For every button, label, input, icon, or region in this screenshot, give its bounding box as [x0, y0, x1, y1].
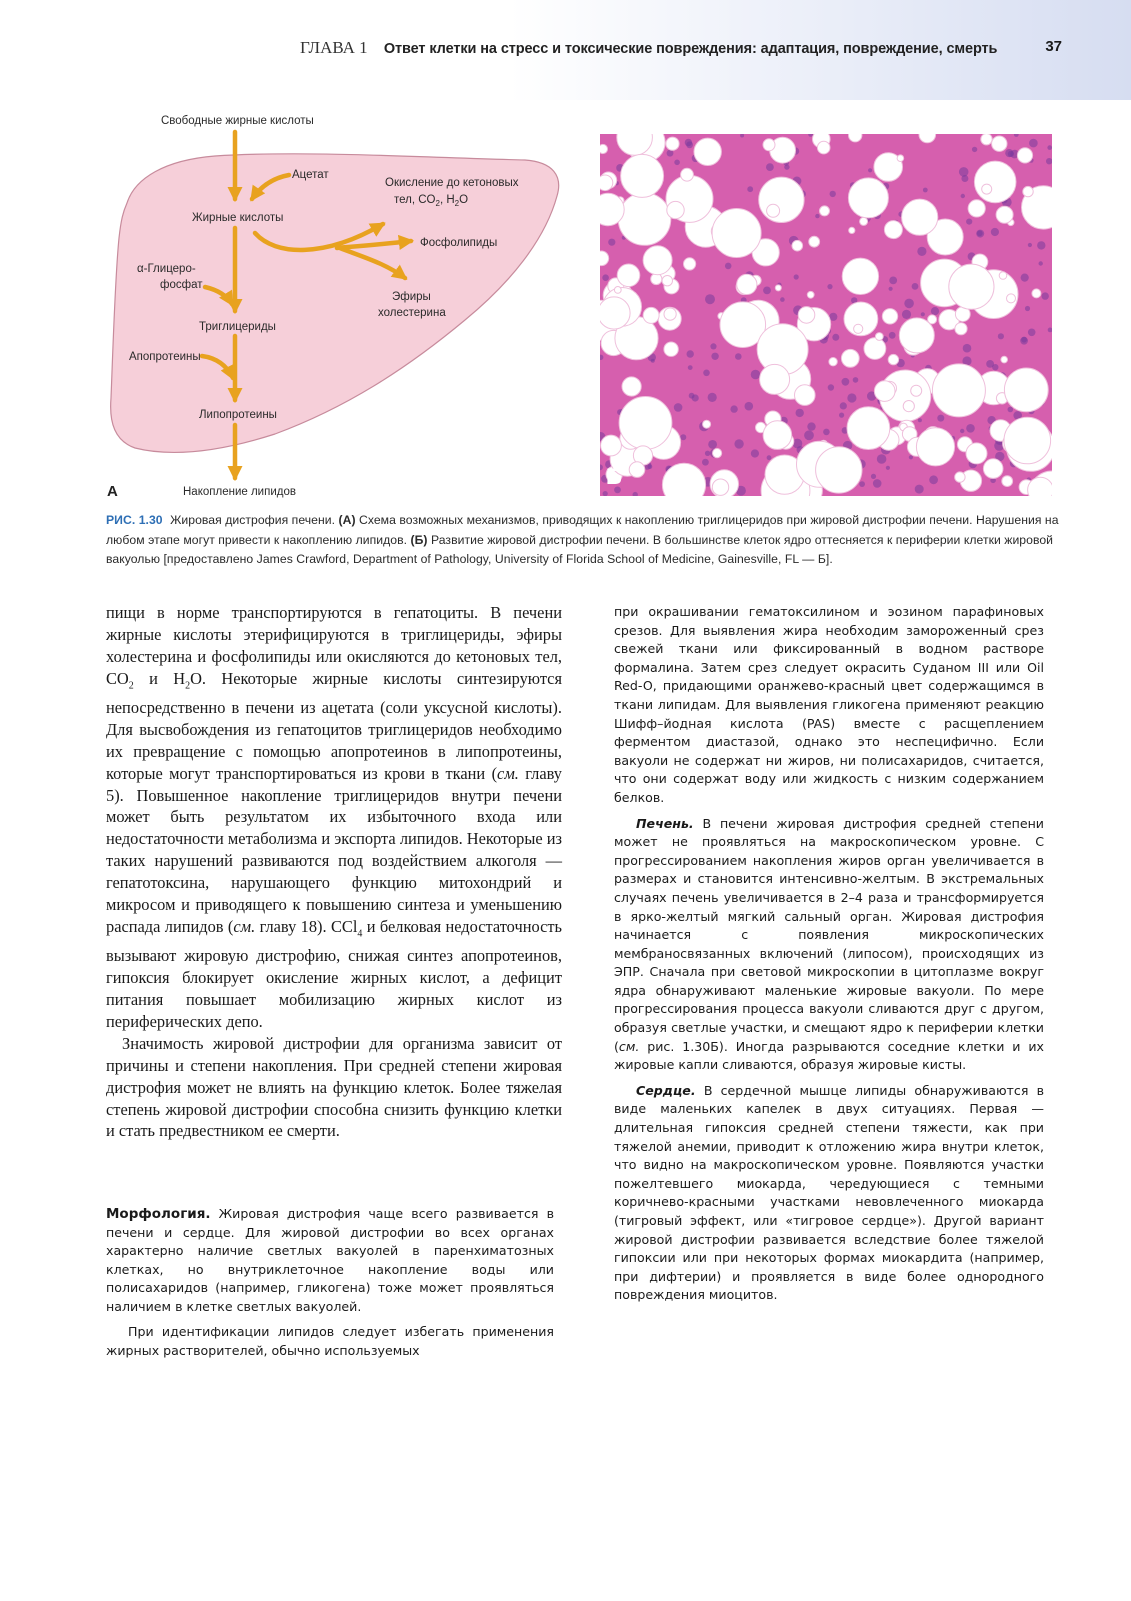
fat-vacuole	[999, 272, 1007, 280]
nucleus	[839, 413, 844, 418]
fat-vacuole	[848, 178, 888, 218]
nucleus	[873, 479, 882, 488]
fat-vacuole	[974, 161, 1016, 203]
fat-vacuole	[643, 307, 659, 323]
label-triglycerides: Триглицериды	[199, 321, 276, 333]
liver-micrograph	[600, 134, 1052, 496]
nucleus	[886, 466, 890, 470]
fat-vacuole	[860, 217, 868, 225]
heart-lead: Сердце.	[636, 1082, 696, 1098]
nucleus	[1047, 145, 1052, 150]
fat-vacuole	[763, 139, 775, 151]
nucleus	[711, 353, 718, 360]
left-paragraph-1: пищи в норме транспортируются в гепатоциты. В печени жирные кислоты этерифицируются в триглицериды, эфиры холестерина и фосфолипиды или окисляются до кетоновых тел, $CO_2$ и $H_2O$. Некоторые жирные кислоты синтезируются непосредственно в печени из ацетата (соли уксусной кислоты). Для высвобождения из гепатоцитов триглицеридов необходимо их превращение с помощью апопротеинов в липопротеины, которые могут транспортироваться из крови в ткани (см. главу 5). Повышенное накопление триглицеридов внутри печени может быть результатом их избыточного входа или недостаточности метаболизма и экспорта липидов. Некоторые из таких нарушений развиваются под воздействием алкоголя — гепатотоксина, нарушающего функцию митохондрий и микросом и приводящего к повышению синтеза и уменьшению распада липидов (см. главу 18). CCl$_4$ и белковая недостаточность вызывают жировую дистрофию, снижая синтез апопротеинов, гипоксия блокирует окисление жирных кислот, а дефицит питания повышает мобилизацию жирных кислот из периферических депо.	[106, 603, 562, 1031]
nucleus	[902, 310, 911, 319]
nucleus	[961, 194, 965, 198]
nucleus	[889, 332, 896, 339]
nucleus	[705, 451, 710, 456]
nucleus	[600, 355, 603, 360]
nucleus	[1029, 139, 1038, 148]
nucleus	[747, 186, 753, 192]
fat-vacuole	[955, 472, 965, 482]
nucleus	[1028, 329, 1036, 337]
fat-vacuole	[622, 377, 641, 396]
nucleus	[763, 287, 771, 295]
nucleus	[600, 464, 603, 470]
nucleus	[708, 393, 717, 402]
nucleus	[1028, 243, 1032, 247]
nucleus	[909, 455, 913, 459]
nucleus	[937, 415, 944, 422]
fat-vacuole	[902, 199, 938, 235]
nucleus	[708, 440, 717, 449]
fat-vacuole	[619, 397, 672, 450]
fat-vacuole	[932, 364, 985, 417]
nucleus	[602, 274, 609, 281]
nucleus	[807, 422, 815, 430]
fat-vacuole	[600, 251, 609, 266]
fat-vacuole	[949, 264, 994, 309]
nucleus	[703, 370, 710, 377]
fat-vacuole	[1023, 186, 1033, 196]
label-glycerophosphate-1: α-Глицеро-	[137, 263, 196, 275]
fat-vacuole	[807, 291, 814, 298]
panel-label-a: А	[107, 483, 118, 500]
fat-vacuole	[767, 204, 780, 217]
label-lipid-accumulation: Накопление липидов	[183, 486, 296, 498]
fat-vacuole	[842, 258, 878, 294]
fat-vacuole	[621, 154, 664, 197]
fat-vacuole	[1004, 368, 1048, 412]
fat-vacuole	[1007, 294, 1016, 303]
nucleus	[1039, 261, 1043, 265]
nucleus	[966, 219, 972, 225]
nucleus	[921, 312, 925, 316]
nucleus	[685, 139, 692, 146]
nucleus	[680, 434, 686, 440]
nucleus	[877, 454, 887, 464]
nucleus	[688, 365, 693, 370]
fat-vacuole	[897, 155, 904, 162]
right-paragraph-heart: Сердце. В сердечной мышце липиды обнаруживаются в виде маленьких капелек в двух ситуациях. Первая — длительная гипоксия средней степени тяжести, как при тяжелой анемии, приводит к отложению жира внутри клеток, что видно на макроскопическом уровне. Появляются участки пожелтевшего миокарда, чередующиеся с темными коричнево-красными участками невовлеченного миокарда (тигровый эффект, или «тигровое сердце»). Другой вариант жировой дистрофии развивается вследствие более тяжелой гипоксии или при некоторых формах миокардита (например, при дифтерии) и проявляется в виде более однородного повреждения миоцитов.	[614, 1082, 1044, 1303]
nucleus	[859, 481, 865, 487]
nucleus	[1025, 306, 1030, 311]
nucleus	[992, 364, 998, 370]
nucleus	[847, 393, 856, 402]
caption-text-2: Схема возможных механизмов, приводящих к накоплению триглицеридов при жировой дистрофии печени. Нарушения на любом этапе могут привести к накоплению липидов.	[106, 513, 1059, 547]
fat-vacuole	[760, 364, 790, 394]
nucleus	[915, 485, 924, 494]
morphology-paragraph-1: Морфология. Жировая дистрофия чаще всего развивается в печени и сердце. Для жировой дистрофии во всех органах характерно наличие светлых вакуолей в паренхиматозных клетках, но внутриклеточное накопление воды или полисахаридов (например, гликогена) тоже может проявляться наличием в клетке светлых вакуолей.	[106, 1206, 554, 1314]
nucleus	[929, 475, 938, 484]
nucleus	[730, 405, 737, 412]
nucleus	[808, 134, 813, 137]
left-paragraph-2: Значимость жировой дистрофии для организма зависит от причины и степени накопления. При средней степени жировая дистрофия может не влиять на функцию клеток. Более тяжелая степень жировой дистрофии способна снизить функцию клетки и стать предвестником ее смерти.	[106, 1033, 562, 1141]
nucleus	[832, 334, 839, 341]
label-lipoproteins: Липопротеины	[199, 409, 277, 421]
nucleus	[842, 378, 850, 386]
fat-vacuole	[884, 221, 902, 239]
fat-vacuole	[982, 184, 992, 194]
nucleus	[923, 188, 928, 193]
caption-a-label: (А)	[338, 513, 356, 527]
left-column	[106, 602, 562, 1142]
fat-vacuole	[629, 462, 645, 478]
nucleus	[710, 343, 716, 349]
label-apoproteins: Апопротеины	[129, 351, 201, 363]
label-free-fatty-acids: Свободные жирные кислоты	[161, 115, 314, 127]
nucleus	[1021, 274, 1029, 282]
fat-vacuole	[1028, 477, 1052, 496]
nucleus	[959, 167, 969, 177]
nucleus	[868, 168, 872, 172]
nucleus	[889, 277, 897, 285]
fat-vacuole	[955, 323, 967, 335]
nucleus	[917, 247, 926, 256]
fat-vacuole	[614, 287, 621, 294]
fat-vacuole	[712, 209, 761, 258]
fat-vacuole	[1004, 417, 1051, 464]
fat-vacuole	[600, 297, 630, 329]
nucleus	[827, 284, 832, 289]
micrograph-image	[600, 134, 1052, 496]
fat-vacuole	[664, 308, 676, 320]
label-oxidation-2: тел, $CO_2$, $H_2O$	[394, 194, 469, 208]
nucleus	[734, 439, 743, 448]
nucleus	[603, 491, 608, 496]
fat-vacuole	[713, 449, 722, 458]
nucleus	[608, 239, 615, 246]
nucleus	[767, 455, 772, 460]
nucleus	[740, 134, 744, 138]
nucleus	[976, 230, 984, 238]
fat-vacuole	[996, 206, 1013, 223]
nucleus	[830, 191, 836, 197]
nucleus	[745, 402, 754, 411]
fat-vacuole	[882, 309, 897, 324]
fat-vacuole	[712, 479, 728, 495]
nucleus	[751, 449, 759, 457]
fat-vacuole	[600, 175, 613, 191]
nucleus	[766, 163, 774, 171]
fat-vacuole	[816, 447, 862, 493]
fat-vacuole	[916, 428, 954, 466]
fat-vacuole	[899, 318, 934, 353]
nucleus	[633, 492, 638, 496]
nucleus	[966, 424, 975, 433]
fat-vacuole	[1017, 148, 1032, 163]
figure-caption	[106, 511, 1064, 570]
nucleus	[725, 263, 732, 270]
nucleus	[998, 333, 1004, 339]
nucleus	[823, 429, 830, 436]
nucleus	[931, 307, 939, 315]
fat-vacuole	[1032, 289, 1041, 298]
nucleus	[840, 402, 847, 409]
fat-vacuole	[618, 193, 671, 246]
label-oxidation-1: Окисление до кетоновых	[385, 177, 519, 189]
fat-vacuole	[981, 134, 992, 145]
fat-vacuole	[684, 258, 696, 270]
label-phospholipids: Фосфолипиды	[420, 237, 498, 249]
fat-vacuole	[992, 136, 1007, 151]
page-header	[0, 0, 1131, 100]
fat-vacuole	[854, 324, 863, 333]
nucleus	[1037, 241, 1045, 249]
fat-vacuole	[601, 435, 622, 456]
chapter-title: Ответ клетки на стресс и токсические повреждения: адаптация, повреждение, смерть	[383, 41, 998, 57]
fat-vacuole	[763, 421, 792, 450]
fat-vacuole	[968, 200, 985, 217]
fat-vacuole	[600, 144, 608, 153]
fat-vacuole	[667, 201, 684, 218]
fat-vacuole	[841, 349, 859, 367]
fat-vacuole	[617, 264, 640, 287]
fat-vacuole	[1002, 476, 1013, 487]
fat-vacuole	[775, 285, 781, 291]
liver-lead: Печень.	[636, 815, 694, 831]
nucleus	[960, 429, 964, 433]
morphology-paragraph-2: При идентификации липидов следует избегать применения жирных растворителей, обычно используемых	[106, 1324, 554, 1358]
nucleus	[702, 459, 709, 466]
fat-vacuole	[759, 177, 804, 222]
liver-lipid-diagram	[105, 108, 565, 508]
page-number: 37	[1045, 38, 1062, 55]
right-column	[614, 603, 1044, 1312]
nucleus	[815, 214, 819, 218]
fat-vacuole	[864, 338, 886, 360]
fat-vacuole	[809, 236, 820, 247]
nucleus	[794, 274, 799, 279]
fat-vacuole	[798, 307, 815, 324]
fat-vacuole	[849, 227, 855, 233]
nucleus	[674, 403, 683, 412]
morphology-lead: Морфология.	[106, 1206, 211, 1222]
fat-vacuole	[737, 274, 757, 294]
label-chol-esters-2: холестерина	[378, 307, 446, 319]
nucleus	[735, 353, 742, 360]
nucleus	[705, 294, 715, 304]
fat-vacuole	[847, 407, 890, 450]
nucleus	[780, 297, 785, 302]
fat-vacuole	[903, 401, 914, 412]
fat-vacuole	[694, 138, 721, 165]
fat-vacuole	[681, 168, 694, 181]
fat-vacuole	[911, 385, 922, 396]
fat-vacuole	[817, 141, 830, 154]
fat-vacuole	[888, 354, 898, 364]
nucleus	[674, 160, 680, 166]
caption-text-3: Развитие жировой дистрофии печени. В большинстве клеток ядро оттесняется к периферии клетки жировой вакуолью [предоставлено James Crawford, Department of Pathology, University of Florida School of Medicine, Gainesville, FL — Б].	[106, 532, 1054, 566]
label-acetate: Ацетат	[292, 169, 329, 181]
fat-vacuole	[666, 137, 679, 150]
nucleus	[1008, 407, 1014, 413]
fat-vacuole	[919, 134, 936, 143]
right-paragraph-liver: Печень. В печени жировая дистрофия средней степени может не проявляться на макроскопическом уровне. С прогрессированием накопления жиров орган увеличивается в размерах и становится интенсивно-желтым. В экстремальных случаях печень увеличивается в 2–4 раза и трансформируется в ярко-желтый мягкий сальный орган. Жировая дистрофия начинается с появления микроскопических мембраносвязанных включений (липосом), происходящих из ЭПР. Сначала при световой микроскопии в цитоплазме вокруг ядра обнаруживают маленькие жировые вакуоли. По мере прогрессирования процесса вакуоли сливаются друг с другом, образуя светлые участки, и смещают ядро к периферии клетки (см. рис. 1.30Б). Иногда разрываются соседние клетки и их жировые капли сливаются, образуя жировые кисты.	[614, 815, 1044, 1073]
caption-b-label: (Б)	[410, 532, 428, 547]
nucleus	[853, 377, 859, 383]
fat-vacuole	[1001, 356, 1008, 363]
fat-vacuole	[966, 443, 987, 464]
nucleus	[1042, 292, 1049, 299]
chapter-label: ГЛАВА 1	[300, 38, 368, 57]
nucleus	[828, 384, 834, 390]
fat-vacuole	[795, 385, 816, 406]
nucleus	[991, 228, 999, 236]
nucleus	[751, 370, 761, 380]
fat-vacuole	[849, 134, 862, 142]
fat-vacuole	[662, 276, 672, 286]
fat-vacuole	[874, 381, 895, 402]
panel-label-b: Б	[606, 464, 622, 489]
nucleus	[963, 344, 972, 353]
nucleus	[1048, 328, 1052, 333]
label-fatty-acids: Жирные кислоты	[192, 212, 284, 224]
nucleus	[1020, 337, 1028, 345]
nucleus	[889, 287, 893, 291]
nucleus	[904, 299, 914, 309]
fat-vacuole	[643, 246, 672, 275]
right-paragraph-1: при окрашивании гематоксилином и эозином парафиновых срезов. Для выявления жира необходим замороженный срез свежей ткани или фиксированный в водном растворе формалина. Затем срез следует окрасить Суданом III или Oil Red-O, придающими оранжево-красный цвет содержащимся в ткани липидам. Для выявления гликогена применяют реакцию Шифф–йодная кислота (PAS) вместе с расщеплением ферментом диастазой, однако это неспецифично. Если вакуоли не содержат ни жиров, ни полисахаридов, считается, что они содержат воду или жидкость с низким содержанием белков.	[614, 604, 1044, 805]
nucleus	[1046, 158, 1052, 164]
label-chol-esters-1: Эфиры	[392, 291, 431, 303]
fat-vacuole	[875, 333, 883, 341]
fat-vacuole	[703, 420, 711, 428]
fat-vacuole	[664, 342, 678, 356]
liver-shape	[111, 154, 559, 453]
nucleus	[912, 283, 919, 290]
nucleus	[667, 150, 674, 157]
nucleus	[687, 350, 694, 357]
running-head	[300, 38, 1062, 58]
nucleus	[1014, 134, 1019, 137]
figure-number: РИС. 1.30	[106, 513, 163, 527]
nucleus	[804, 430, 814, 440]
nucleus	[796, 409, 804, 417]
caption-text-1: Жировая дистрофия печени.	[170, 513, 336, 527]
fat-vacuole	[983, 459, 1003, 479]
nucleus	[689, 393, 695, 399]
nucleus	[918, 418, 922, 422]
fat-vacuole	[829, 358, 837, 366]
fat-vacuole	[792, 240, 803, 251]
morphology-section	[106, 1205, 554, 1367]
nucleus	[972, 147, 977, 152]
nucleus	[871, 474, 876, 479]
fat-vacuole	[820, 206, 830, 216]
label-glycerophosphate-2: фосфат	[160, 279, 203, 291]
